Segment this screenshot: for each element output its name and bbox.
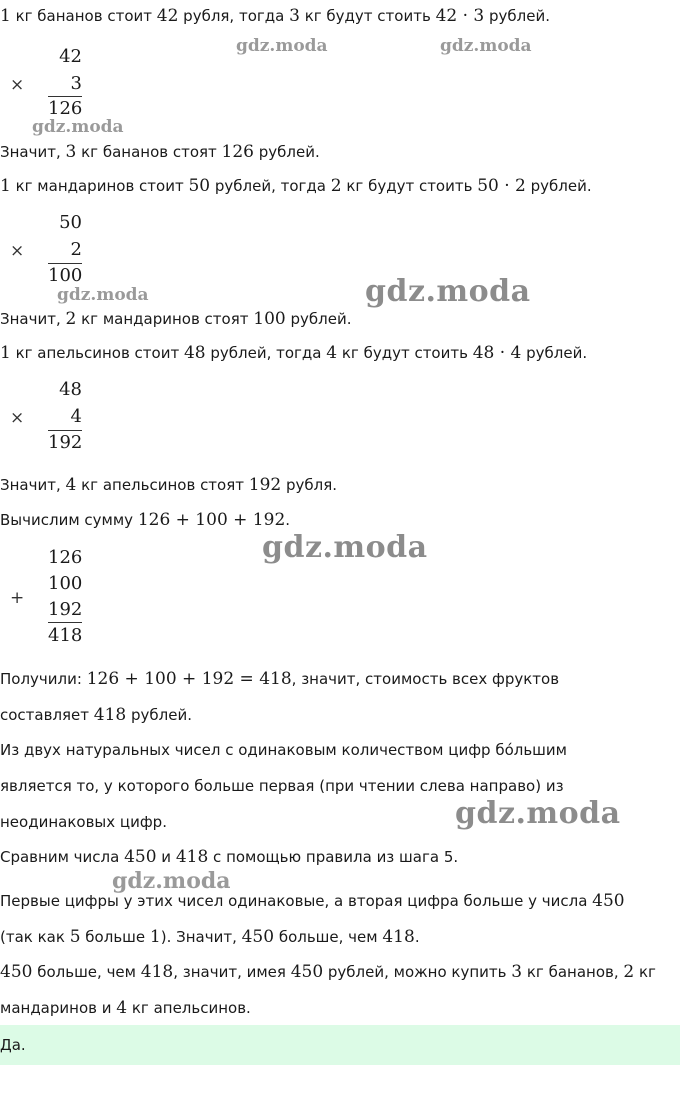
math-number: 4 [326, 343, 338, 363]
rule-line-3: неодинаковых цифр. [0, 813, 167, 831]
multiply-sign: × [10, 408, 25, 428]
watermark: gdz.moda [365, 274, 531, 309]
sentence-bananas-price [0, 6, 550, 26]
math-expression: 42 · 3 [435, 6, 485, 26]
result-rule [48, 263, 82, 264]
text: рубля, тогда [178, 7, 290, 25]
sentence-digits [0, 891, 625, 911]
watermark: gdz.moda [455, 796, 621, 831]
multiplier: 3 [70, 73, 82, 94]
plus-sign: + [10, 588, 25, 608]
text: составляет [0, 706, 94, 724]
multiply-sign: × [10, 75, 25, 95]
text: больше [80, 928, 150, 946]
math-number: 3 [289, 6, 300, 26]
watermark: gdz.moda [57, 285, 149, 305]
math-number: 126 [221, 142, 254, 162]
math-number: 1 [0, 176, 11, 196]
text: рублей, тогда [210, 177, 331, 195]
result-rule [48, 430, 82, 431]
text: и [156, 848, 176, 866]
addend-3: 192 [48, 599, 83, 620]
text: рублей. [484, 7, 550, 25]
product: 192 [48, 432, 83, 453]
product: 126 [48, 98, 83, 119]
text: Первые цифры у этих чисел одинаковые, а вторая цифра больше у числа [0, 892, 593, 910]
addend-2: 100 [48, 573, 83, 594]
text: кг апельсинов. [127, 999, 251, 1017]
math-number: 2 [623, 962, 635, 982]
rule-line-2: является то, у которого больше первая (при чтении слева направо) из [0, 777, 564, 795]
math-number: 100 [253, 309, 286, 329]
math-number: 418 [382, 927, 415, 947]
text: больше, чем [32, 963, 141, 981]
text: мандаринов и [0, 999, 117, 1017]
sentence-tangerines-price [0, 176, 592, 196]
math-number: 2 [330, 176, 342, 196]
watermark: gdz.moda [112, 868, 231, 894]
multiplier: 2 [70, 239, 82, 260]
math-number: 418 [140, 962, 174, 982]
text: , значит, стоимость всех фруктов [291, 670, 560, 688]
math-number: 3 [65, 142, 77, 162]
multiplier: 4 [70, 406, 82, 427]
text: рублей, можно купить [323, 963, 512, 981]
multiply-sign: × [10, 241, 25, 261]
multiplicand: 42 [59, 46, 82, 67]
watermark: gdz.moda [440, 36, 532, 56]
text: рублей. [254, 143, 320, 161]
text: рублей, тогда [205, 344, 327, 362]
addend-1: 126 [48, 547, 83, 568]
math-number: 450 [124, 847, 157, 867]
text: кг апельсинов стоит [10, 344, 184, 362]
text: Значит, [0, 476, 66, 494]
text: рублей. [521, 344, 588, 362]
math-number: 5 [69, 927, 81, 947]
sentence-conclusion [0, 962, 656, 982]
text: . [414, 928, 420, 946]
text: кг бананов стоит [10, 7, 157, 25]
text: , значит, имея [173, 963, 291, 981]
sentence-total-cost [0, 705, 192, 725]
text: кг мандаринов стоит [10, 177, 189, 195]
math-expression: 48 · 4 [472, 343, 522, 363]
text: (так как [0, 928, 70, 946]
text: кг [634, 963, 656, 981]
math-number: 1 [0, 6, 11, 26]
math-number: 50 [188, 176, 211, 196]
text: . [285, 511, 291, 529]
multiplicand: 48 [59, 379, 82, 400]
text: кг будут стоить [299, 7, 436, 25]
watermark: gdz.moda [262, 530, 428, 565]
sentence-compute-sum [0, 510, 290, 530]
math-number: 4 [65, 475, 77, 495]
text: кг апельсинов стоят [76, 476, 249, 494]
math-number: 450 [592, 891, 625, 911]
math-number: 42 [156, 6, 179, 26]
answer-text: Да. [0, 1036, 26, 1054]
text: кг бананов стоят [76, 143, 222, 161]
text: Значит, [0, 310, 66, 328]
sentence-oranges-total [0, 475, 337, 495]
text: кг будут стоить [341, 177, 478, 195]
math-number: 450 [0, 962, 33, 982]
math-number: 1 [149, 927, 161, 947]
text: рубля. [281, 476, 338, 494]
sentence-sum-result [0, 669, 559, 689]
math-expression: 126 + 100 + 192 = 418 [86, 669, 292, 689]
sentence-oranges-price [0, 343, 587, 363]
text: Сравним числа [0, 848, 125, 866]
multiplicand: 50 [59, 212, 82, 233]
math-number: 4 [116, 998, 128, 1018]
math-number: 2 [65, 309, 77, 329]
math-number: 1 [0, 343, 11, 363]
sentence-tangerines-total [0, 309, 351, 329]
math-number: 192 [248, 475, 282, 495]
text: рублей. [126, 706, 192, 724]
math-expression: 50 · 2 [477, 176, 526, 196]
result-rule [48, 622, 82, 623]
math-number: 450 [241, 927, 275, 947]
text: Вычислим сумму [0, 511, 138, 529]
rule-line-1: Из двух натуральных чисел с одинаковым количеством цифр бóльшим [0, 741, 567, 759]
math-number: 450 [290, 962, 324, 982]
result-rule [48, 96, 82, 97]
math-number: 418 [93, 705, 127, 725]
sentence-because [0, 927, 420, 947]
sentence-conclusion-cont [0, 998, 251, 1018]
watermark: gdz.moda [32, 117, 124, 137]
math-number: 418 [175, 847, 209, 867]
answer-box [0, 1025, 680, 1065]
text: кг бананов, [522, 963, 624, 981]
text: Значит, [0, 143, 66, 161]
text: Получили: [0, 670, 87, 688]
product: 100 [48, 265, 83, 286]
text: ). Значит, [160, 928, 242, 946]
sentence-compare [0, 847, 458, 867]
math-number: 48 [183, 343, 206, 363]
text: больше, чем [274, 928, 383, 946]
text: рублей. [525, 177, 592, 195]
math-number: 3 [511, 962, 523, 982]
math-expression: 126 + 100 + 192 [137, 510, 286, 530]
sum: 418 [48, 625, 83, 646]
sentence-bananas-total [0, 142, 320, 162]
text: кг будут стоить [337, 344, 473, 362]
watermark: gdz.moda [236, 36, 328, 56]
text: кг мандаринов стоят [76, 310, 254, 328]
text: рублей. [285, 310, 352, 328]
text: с помощью правила из шага 5. [208, 848, 459, 866]
